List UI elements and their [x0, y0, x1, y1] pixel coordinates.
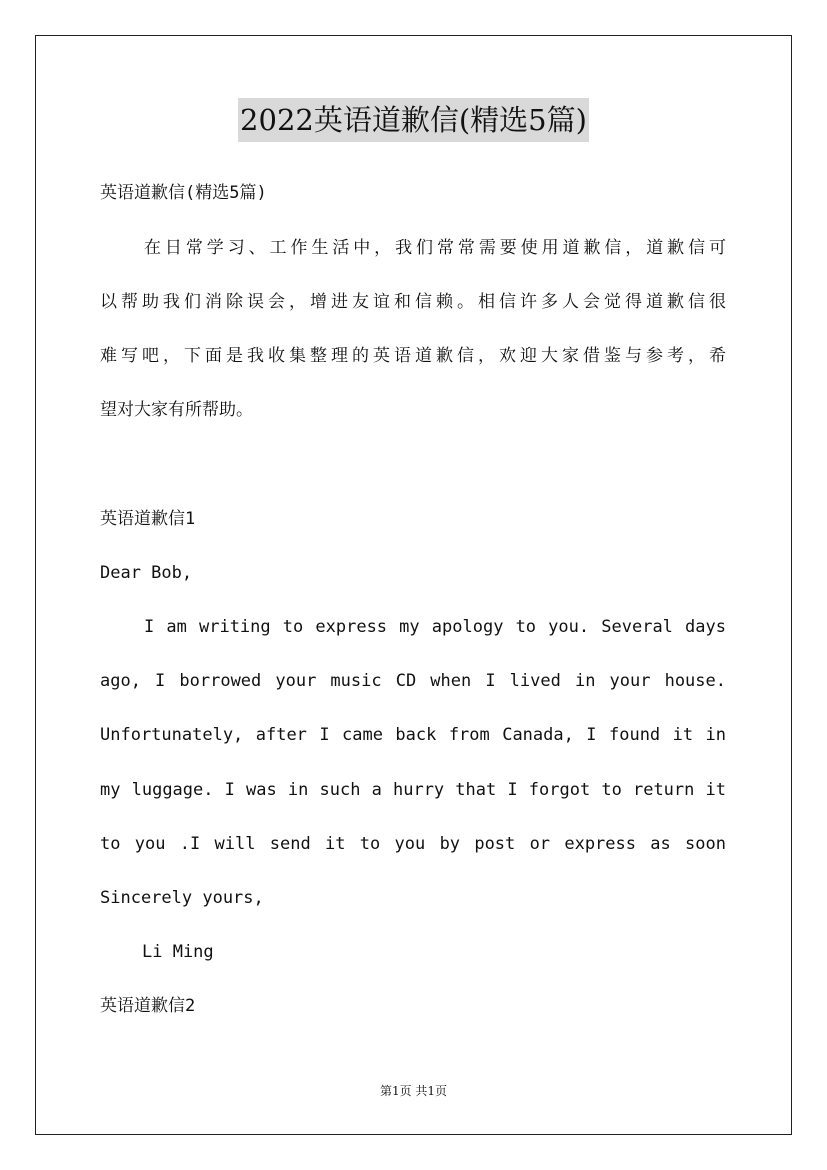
document-title: 2022英语道歉信(精选5篇) — [238, 98, 589, 142]
letter1-body-line: my luggage. I was in such a hurry that I forgot to return it — [100, 780, 726, 800]
intro-line: 以帮助我们消除误会，增进友谊和信赖。相信许多人会觉得道歉信很 — [100, 292, 726, 312]
letter1-salutation: Dear Bob, — [100, 563, 193, 583]
title-container — [0, 98, 827, 142]
letter1-signature: Li Ming — [142, 942, 214, 962]
document-subtitle: 英语道歉信(精选5篇) — [100, 183, 267, 203]
page-footer: 第1页 共1页 — [379, 1084, 448, 1098]
intro-line: 难写吧，下面是我收集整理的英语道歉信，欢迎大家借鉴与参考，希 — [100, 346, 726, 366]
letter1-heading: 英语道歉信1 — [100, 509, 196, 529]
letter1-body-line: to you .I will send it to you by post or express as soon — [100, 834, 726, 854]
letter1-body-line: Unfortunately, after I came back from Canada, I found it in — [100, 725, 726, 745]
intro-line: 望对大家有所帮助。 — [100, 400, 253, 420]
letter2-heading: 英语道歉信2 — [100, 996, 196, 1016]
intro-line: 在日常学习、工作生活中，我们常常需要使用道歉信，道歉信可 — [144, 238, 726, 258]
letter1-body-line: ago, I borrowed your music CD when I lived in your house. — [100, 671, 726, 691]
letter1-closing: Sincerely yours, — [100, 888, 264, 908]
letter1-body-line: I am writing to express my apology to you. Several days — [144, 617, 726, 637]
